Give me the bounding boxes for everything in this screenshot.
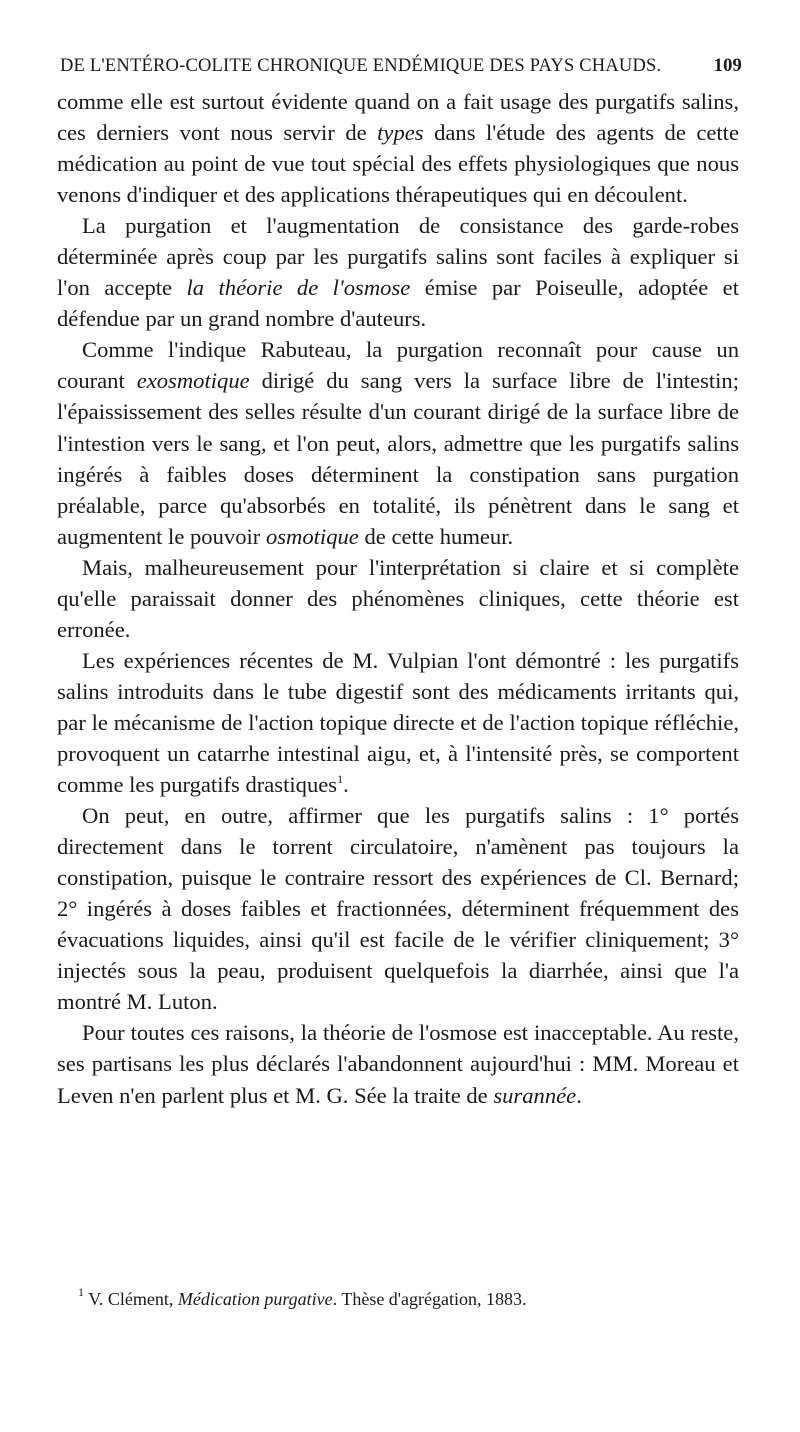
footnote-author: V. Clément,	[88, 1289, 178, 1309]
paragraph-3-text-a: Comme l'indique Rabuteau, la purgation reconnaît pour cause un courant	[57, 337, 739, 394]
paragraph-5-text: Les expériences récentes de M. Vulpian l'ont démontré : les purgatifs salins introduits dans le tube digestif sont des médicaments irritants qui, par le mécanisme de l'action topique directe et de l'action topique réfléchie, provoquent un catarrhe intestinal aigu, et, à l'intensité près, se comportent comme les purgatifs drastiques	[57, 647, 739, 798]
paragraph-7-italic: surannée	[493, 1082, 577, 1108]
paragraph-6: On peut, en outre, affirmer que les purgatifs salins : 1° portés directement dans le torrent circulatoire, n'amènent pas toujours la constipation, puisque le contraire ressort des expériences de Cl. Bernard; 2° ingérés à doses faibles et fractionnées, déterminent fréquemment des évacuations liquides, ainsi qu'il est facile de le vérifier cliniquement; 3° injectés sous la peau, produisent quelquefois la diarrhée, ainsi que l'a montré M. Luton.	[57, 803, 739, 1015]
running-head-title: DE L'ENTÉRO-COLITE CHRONIQUE ENDÉMIQUE DES PAYS CHAUDS.	[60, 56, 662, 76]
paragraph-2-text-b: émise par Poiseulle, adoptée et défendue par un grand nombre d'auteurs.	[57, 275, 739, 332]
footnote-rest: . Thèse d'agrégation, 1883.	[332, 1289, 527, 1309]
paragraph-7-text-b: .	[576, 1082, 582, 1108]
paragraph-1-italic: types	[377, 120, 424, 146]
paragraph-1-text-b: dans l'étude des agents de cette médication au point de vue tout spécial des effets physiologiques que nous venons d'indiquer et des applications thérapeutiques qui en découlent.	[57, 120, 739, 208]
paragraph-5-end: .	[343, 772, 349, 798]
paragraph-3-italic-1: exosmotique	[136, 368, 250, 394]
paragraph-3	[57, 334, 739, 551]
paragraph-4: Mais, malheureusement pour l'interprétation si claire et si complète qu'elle paraissait donner des phénomènes cliniques, cette théorie est erronée.	[57, 554, 739, 642]
paragraph-7-text-a: Pour toutes ces raisons, la théorie de l'osmose est inacceptable. Au reste, ses partisans les plus déclarés l'abandonnent aujourd'hui : MM. Moreau et Leven n'en parlent plus et M. G. Sée la traite de	[57, 1020, 739, 1108]
footnote-marker: 1	[78, 1285, 84, 1299]
running-head	[60, 53, 742, 79]
footnote	[78, 1287, 738, 1311]
paragraph-3-italic-2: osmotique	[265, 523, 359, 549]
footnote-title: Médication purgative	[177, 1289, 333, 1309]
page-number: 109	[713, 56, 742, 76]
paragraph-7	[57, 1017, 739, 1110]
paragraph-3-text-b: dirigé du sang vers la surface libre de l'intestin; l'épaississement des selles résulte d'un courant dirigé de la surface libre de l'intestion vers le sang, et l'on peut, alors, admettre que les purgatifs salins ingérés à faibles doses déterminent la constipation sans purgation préalable, parce qu'absorbés en totalité, ils pénètrent dans le sang et augmentent le pouvoir	[57, 368, 739, 549]
paragraph-2-text-a: La purgation et l'augmentation de consistance des garde-robes déterminée après coup par les purgatifs salins sont faciles à expliquer si l'on accepte	[57, 213, 739, 301]
paragraph-1	[57, 86, 739, 210]
paragraph-2-italic: la théorie de l'osmose	[186, 275, 411, 301]
paragraph-3-text-c: de cette humeur.	[358, 523, 514, 549]
body-text	[57, 86, 739, 1111]
paragraph-1-text-a: comme elle est surtout évidente quand on a fait usage des purgatifs salins, ces derniers vont nous servir de	[57, 89, 739, 146]
footnote-reference[interactable]: 1	[337, 772, 344, 787]
paragraph-5	[57, 645, 739, 800]
paragraph-2	[57, 210, 739, 334]
